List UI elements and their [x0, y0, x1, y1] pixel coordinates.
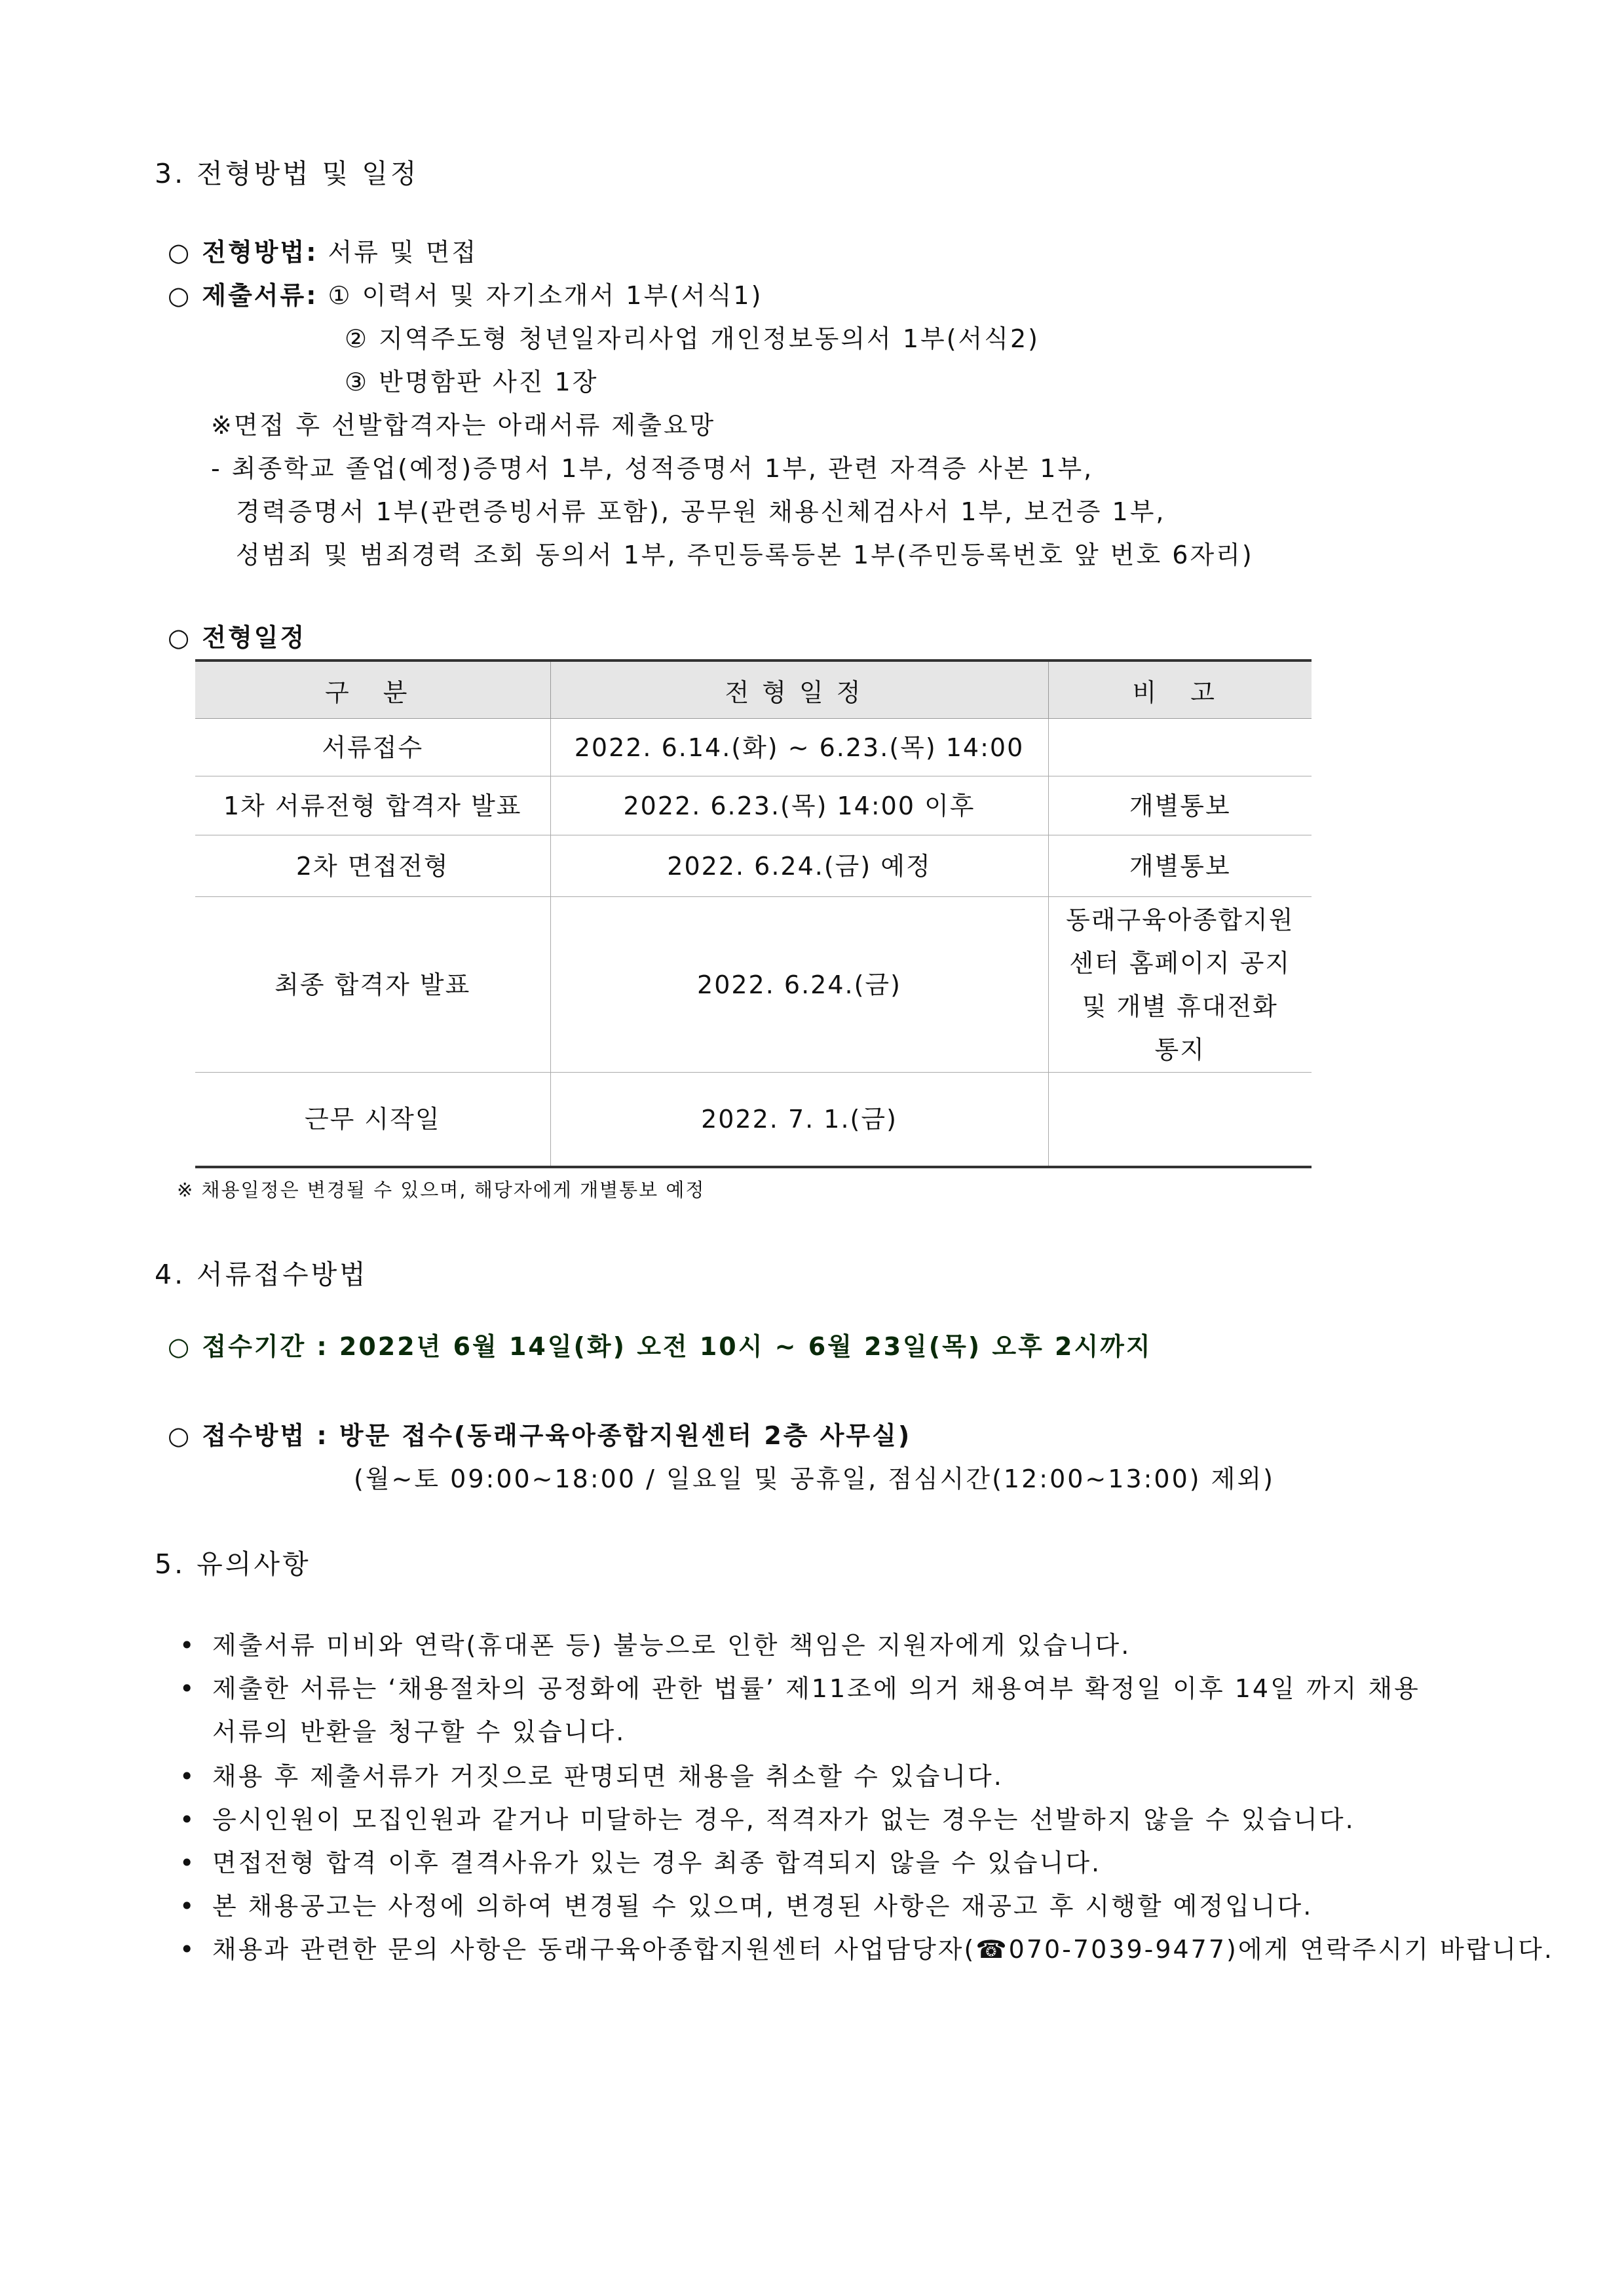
- doc-item-3: ③ 반명함판 사진 1장: [345, 368, 599, 396]
- receipt-period: ○ 접수기간 : 2022년 6월 14일(화) 오전 10시 ~ 6월 23일(목) 오후 2시까지: [168, 1332, 1152, 1361]
- table-row: [195, 719, 1312, 776]
- row-category: 근무 시작일: [195, 1073, 550, 1167]
- list-item: • 채용 후 제출서류가 거짓으로 판명되면 채용을 취소할 수 있습니다.: [179, 1762, 1004, 1791]
- bullet-icon: •: [179, 1674, 197, 1703]
- method-line: [168, 232, 478, 268]
- table-header-row: [195, 660, 1312, 719]
- row-category: 2차 면접전형: [195, 835, 550, 897]
- list-item: • 응시인원이 모집인원과 같거나 미달하는 경우, 적격자가 없는 경우는 선발하지 않을 수 있습니다.: [179, 1805, 1355, 1834]
- header-schedule: 전형일정: [550, 660, 1048, 719]
- table-row: [195, 776, 1312, 835]
- header-category: 구 분: [195, 660, 550, 719]
- receipt-method: ○ 접수방법 : 방문 접수(동래구육아종합지원센터 2층 사무실): [168, 1421, 912, 1450]
- header-remark: 비 고: [1048, 660, 1312, 719]
- doc-item-1: ① 이력서 및 자기소개서 1부(서식1): [328, 281, 763, 310]
- row-schedule: 2022. 6.24.(금) 예정: [550, 835, 1048, 897]
- row-remark: 개별통보: [1048, 776, 1312, 835]
- bullet-icon: •: [179, 1805, 197, 1834]
- bullet-icon: •: [179, 1762, 197, 1791]
- row-remark: [1048, 719, 1312, 776]
- doc-item-2: ② 지역주도형 청년일자리사업 개인정보동의서 1부(서식2): [345, 324, 1040, 353]
- extra-docs-1: - 최종학교 졸업(예정)증명서 1부, 성적증명서 1부, 관련 자격증 사본 1부,: [211, 454, 1094, 483]
- office-hours: (월~토 09:00~18:00 / 일요일 및 공휴일, 점심시간(12:00~13:00) 제외): [354, 1464, 1275, 1493]
- row-remark: 개별통보: [1048, 835, 1312, 897]
- extra-docs-2: 경력증명서 1부(관련증빙서류 포함), 공무원 채용신체검사서 1부, 보건증 1부,: [236, 497, 1166, 526]
- extra-docs-3: 성범죄 및 범죄경력 조회 동의서 1부, 주민등록등본 1부(주민등록번호 앞 번호 6자리): [236, 541, 1254, 569]
- row-schedule: 2022. 6.14.(화) ~ 6.23.(목) 14:00: [550, 719, 1048, 776]
- row-schedule: 2022. 7. 1.(금): [550, 1073, 1048, 1167]
- bullet-icon: •: [179, 1848, 197, 1877]
- list-item-continuation: 서류의 반환을 청구할 수 있습니다.: [212, 1717, 626, 1746]
- notice-text: ※면접 후 선발합격자는 아래서류 제출요망: [211, 411, 716, 440]
- docs-line: [168, 275, 763, 311]
- docs-label: ○ 제출서류:: [168, 281, 318, 310]
- section4-heading: 4. 서류접수방법: [155, 1259, 368, 1290]
- row-remark: 동래구육아종합지원 센터 홈페이지 공지 및 개별 휴대전화 통지: [1048, 897, 1312, 1073]
- list-item: • 제출한 서류는 ‘채용절차의 공정화에 관한 법률’ 제11조에 의거 채용여부 확정일 이후 14일 까지 채용: [179, 1674, 1420, 1703]
- table-note: ※ 채용일정은 변경될 수 있으며, 해당자에게 개별통보 예정: [177, 1179, 706, 1201]
- list-item: • 면접전형 합격 이후 결격사유가 있는 경우 최종 합격되지 않을 수 있습니다.: [179, 1848, 1102, 1877]
- table-row: [195, 835, 1312, 897]
- table-row: [195, 1073, 1312, 1167]
- table-row: [195, 897, 1312, 1073]
- row-schedule: 2022. 6.24.(금): [550, 897, 1048, 1073]
- list-item: • 제출서류 미비와 연락(휴대폰 등) 불능으로 인한 책임은 지원자에게 있습니다.: [179, 1631, 1131, 1660]
- section5-heading: 5. 유의사항: [155, 1548, 311, 1580]
- schedule-label: ○ 전형일정: [168, 623, 307, 652]
- method-label: ○ 전형방법:: [168, 238, 318, 267]
- row-schedule: 2022. 6.23.(목) 14:00 이후: [550, 776, 1048, 835]
- row-remark: [1048, 1073, 1312, 1167]
- list-item: • 채용과 관련한 문의 사항은 동래구육아종합지원센터 사업담당자(☎070-7039-9477)에게 연락주시기 바랍니다.: [179, 1935, 1554, 1964]
- list-item: • 본 채용공고는 사정에 의하여 변경될 수 있으며, 변경된 사항은 재공고 후 시행할 예정입니다.: [179, 1892, 1313, 1921]
- bullet-icon: •: [179, 1935, 197, 1964]
- row-category: 최종 합격자 발표: [195, 897, 550, 1073]
- bullet-icon: •: [179, 1892, 197, 1921]
- schedule-table: [195, 659, 1312, 1168]
- row-category: 1차 서류전형 합격자 발표: [195, 776, 550, 835]
- row-category: 서류접수: [195, 719, 550, 776]
- method-value: 서류 및 면접: [328, 238, 478, 267]
- section3-heading: 3. 전형방법 및 일정: [155, 158, 419, 189]
- bullet-icon: •: [179, 1631, 197, 1660]
